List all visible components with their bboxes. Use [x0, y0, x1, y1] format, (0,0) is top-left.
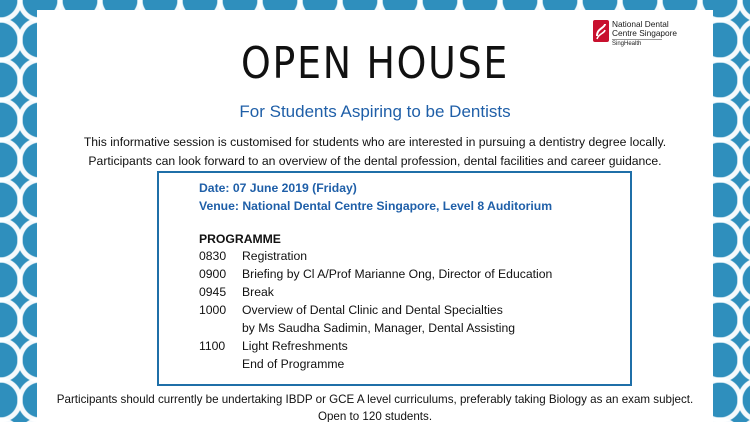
- ndcs-logo-icon: [593, 20, 609, 42]
- programme-item: [199, 301, 630, 337]
- content-panel: [37, 10, 713, 422]
- intro-text: [37, 133, 713, 171]
- intro-line: Participants can look forward to an overview of the dental profession, dental facilities and career guidance.: [88, 154, 662, 168]
- intro-line: This informative session is customised for students who are interested in pursuing a dentistry degree locally.: [83, 135, 667, 149]
- programme-activity: Registration: [242, 249, 308, 263]
- logo-line-3: SingHealth: [612, 39, 662, 48]
- programme-item: [199, 337, 630, 373]
- programme-time: 0900: [199, 267, 227, 281]
- programme-activity: Light Refreshments: [242, 339, 348, 353]
- programme-item: [199, 247, 630, 265]
- programme-time: 0830: [199, 249, 227, 263]
- event-details-box: [157, 171, 632, 386]
- footer-note: [37, 391, 713, 422]
- logo-line-2: Centre Singapore: [612, 28, 678, 38]
- programme-activity: Overview of Dental Clinic and Dental Specialties: [242, 303, 503, 317]
- page-subtitle: For Students Aspiring to be Dentists: [239, 102, 511, 121]
- event-date: Date: 07 June 2019 (Friday): [199, 181, 357, 195]
- programme-time: 1000: [199, 303, 227, 317]
- programme-item: [199, 283, 630, 301]
- programme-time: 0945: [199, 285, 227, 299]
- footer-line: Open to 120 students.: [317, 410, 433, 422]
- programme-heading: PROGRAMME: [199, 232, 281, 246]
- event-venue: Venue: National Dental Centre Singapore, Level 8 Auditorium: [199, 199, 553, 213]
- programme-activity: Briefing by Cl A/Prof Marianne Ong, Director of Education: [242, 267, 553, 281]
- footer-line: Participants should currently be undertaking IBDP or GCE A level curriculums, preferably taking Biology as an exam subject.: [56, 393, 694, 406]
- programme-item: [199, 265, 630, 283]
- programme-activity: by Ms Saudha Sadimin, Manager, Dental Assisting: [242, 321, 516, 335]
- page-title: OPEN HOUSE: [241, 38, 509, 89]
- logo-line-1: National Dental: [612, 19, 669, 29]
- programme-activity: End of Programme: [242, 357, 345, 371]
- programme-activity: Break: [242, 285, 274, 299]
- programme-time: 1100: [199, 339, 226, 353]
